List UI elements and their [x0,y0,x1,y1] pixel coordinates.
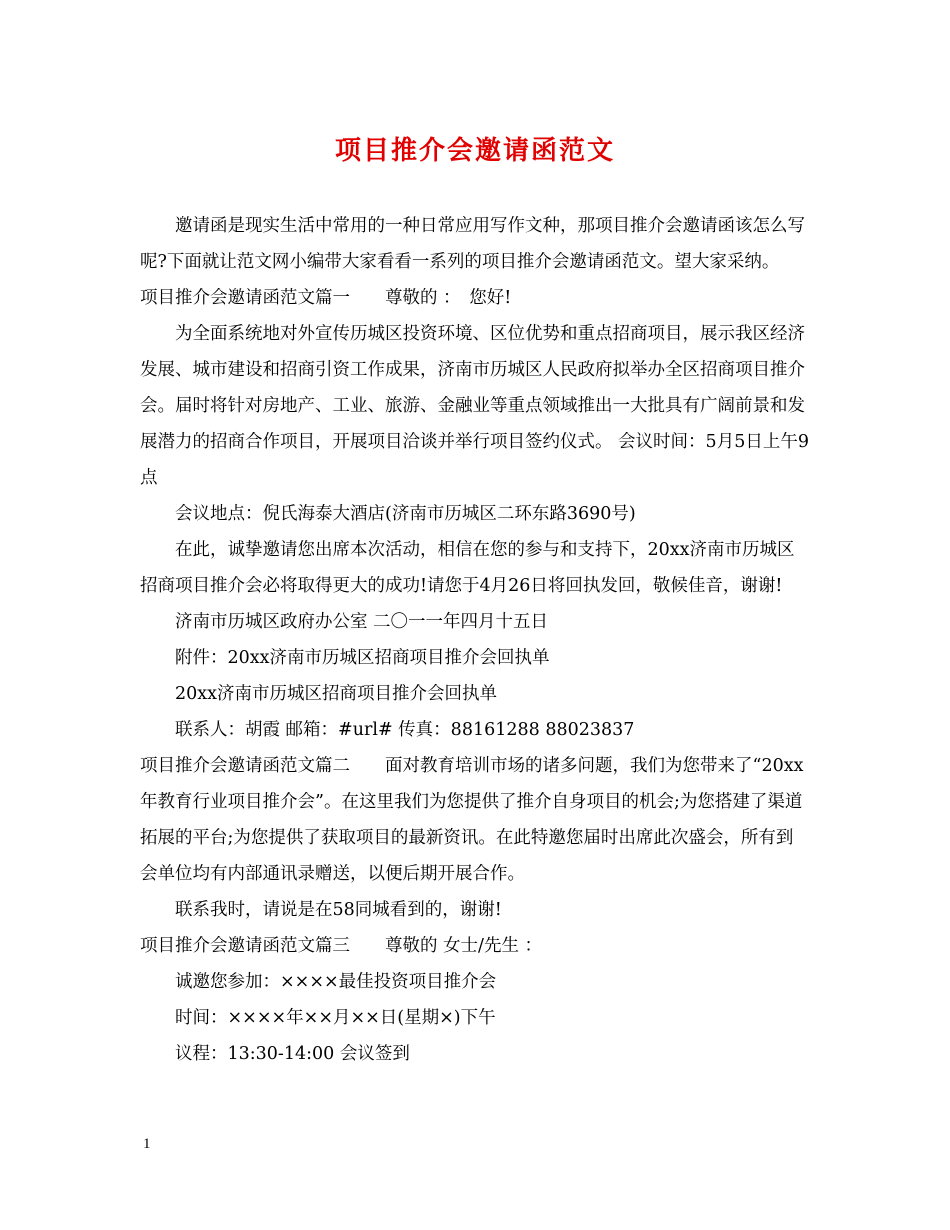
paragraph: 会议地点：倪氏海泰大酒店(济南市历城区二环东路3690号) [175,504,636,524]
section-heading-1: 项目推介会邀请函范文篇一 尊敬的 ： 您好! [140,288,512,308]
section-heading-2: 项目推介会邀请函范文篇二 面对教育培训市场的诸多问题，我们为您带来了“20xx年教育行业项目推介会”。在这里我们为您提供了推介自身项目的机会;为您搭建了渠道拓展的平台;为您提供了获取项目的最新资讯。在此特邀您届时出席此次盛会，所有到会单位均有内部通讯录赠送，以便后期开展合作。 [140,756,804,884]
paragraph: 在此，诚挚邀请您出席本次活动，相信在您的参与和支持下，20xx济南市历城区招商项目推介会必将取得更大的成功!请您于4月26日将回执发回，敬候佳音，谢谢! [140,540,795,596]
document-body [140,208,810,1072]
section-heading-3: 项目推介会邀请函范文篇三 尊敬的 女士/先生 ： [140,936,543,956]
page-number: 1 [143,1136,151,1152]
paragraph: 议程：13:30-14:00 会议签到 [175,1044,410,1064]
paragraph-intro: 邀请函是现实生活中常用的一种日常应用写作文种，那项目推介会邀请函该怎么写呢?下面就让范文网小编带大家看看一系列的项目推介会邀请函范文。望大家采纳。 [140,216,805,272]
paragraph: 为全面系统地对外宣传历城区投资环境、区位优势和重点招商项目，展示我区经济发展、城市建设和招商引资工作成果，济南市历城区人民政府拟举办全区招商项目推介会。届时将针对房地产、工业、旅游、金融业等重点领域推出一大批具有广阔前景和发展潜力的招商合作项目，开展项目洽谈并举行项目签约仪式。 会议时间：5月5日上午9点 [140,324,809,488]
paragraph: 20xx济南市历城区招商项目推介会回执单 [175,684,498,704]
document-title: 项目推介会邀请函范文 [334,136,615,166]
paragraph: 联系我时，请说是在58同城看到的，谢谢! [175,900,502,920]
paragraph: 附件：20xx济南市历城区招商项目推介会回执单 [175,648,550,668]
paragraph: 济南市历城区政府办公室 二〇一一年四月十五日 [175,612,549,632]
paragraph: 时间：××××年××月××日(星期×)下午 [175,1008,496,1028]
paragraph: 联系人：胡霞 邮箱：#url# 传真：88161288 88023837 [175,720,635,740]
paragraph: 诚邀您参加：××××最佳投资项目推介会 [175,972,497,992]
